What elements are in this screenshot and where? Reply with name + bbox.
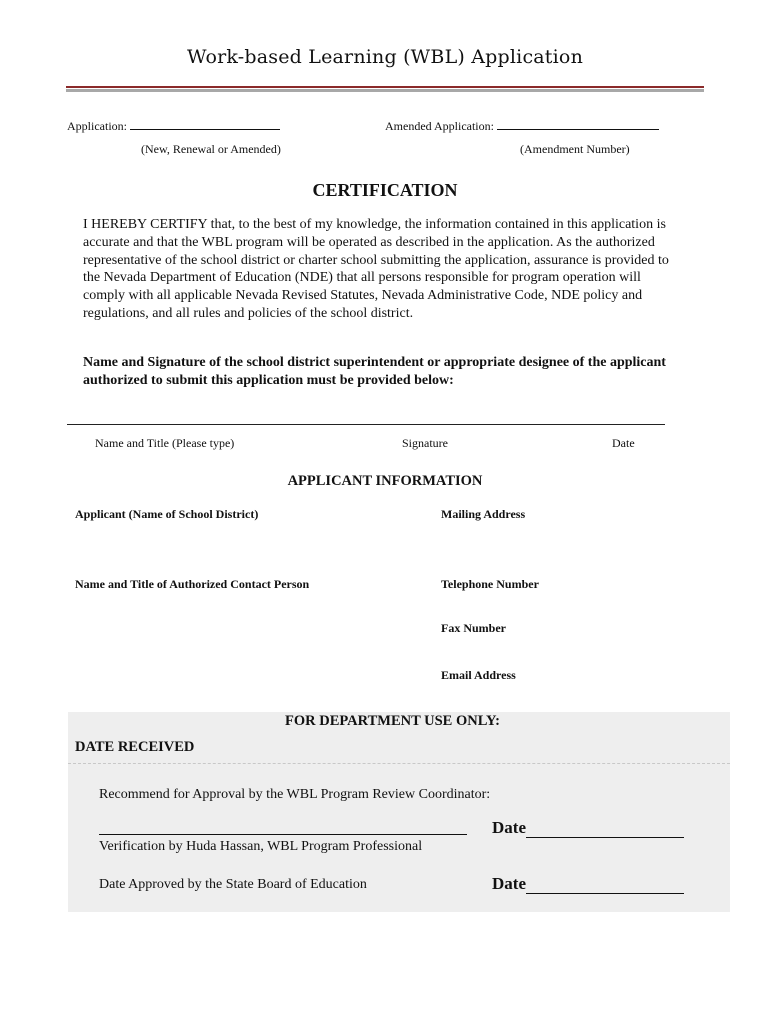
department-use-heading: FOR DEPARTMENT USE ONLY: xyxy=(285,713,501,729)
approved-date-label: Date xyxy=(492,874,526,893)
amended-application-note: (Amendment Number) xyxy=(520,142,630,156)
approved-date-field[interactable] xyxy=(526,877,684,894)
application-row xyxy=(67,119,280,134)
page-title: Work-based Learning (WBL) Application xyxy=(187,46,583,68)
header-rule-red xyxy=(66,86,704,88)
application-type-field[interactable] xyxy=(130,129,280,130)
verification-text: Verification by Huda Hassan, WBL Program Professional xyxy=(99,839,423,854)
recommend-date-row xyxy=(492,818,684,838)
amended-application-row xyxy=(385,119,659,134)
telephone-label: Telephone Number xyxy=(441,577,539,591)
name-title-label: Name and Title (Please type) xyxy=(95,436,235,450)
approved-date-row xyxy=(492,874,684,894)
recommend-approval-text: Recommend for Approval by the WBL Program Review Coordinator: xyxy=(99,787,491,802)
contact-person-label: Name and Title of Authorized Contact Person xyxy=(75,577,310,591)
certification-body: I HEREBY CERTIFY that, to the best of my knowledge, the information contained in this application is accurate and that the WBL program will be operated as described in the application. As the authorized representative of the school district or charter school submitting the application, assurance is provided to the Nevada Department of Education (NDE) that all persons responsible for program operation will comply with all applicable Nevada Revised Statutes, Nevada Administrative Code, NDE policy and regulations, and all rules and policies of the school district. xyxy=(83,217,669,321)
fax-label: Fax Number xyxy=(441,621,506,635)
application-note: (New, Renewal or Amended) xyxy=(141,142,281,156)
certification-heading: CERTIFICATION xyxy=(312,180,458,200)
application-label: Application: xyxy=(67,119,130,133)
applicant-name-label: Applicant (Name of School District) xyxy=(75,507,259,521)
recommend-date-label: Date xyxy=(492,818,526,837)
email-label: Email Address xyxy=(441,668,516,682)
header-rule-gray xyxy=(66,89,704,92)
date-label: Date xyxy=(612,436,635,450)
amended-application-label: Amended Application: xyxy=(385,119,497,133)
coordinator-signature-line[interactable] xyxy=(99,820,467,835)
amendment-number-field[interactable] xyxy=(497,129,659,130)
department-separator xyxy=(68,763,730,764)
date-received-label: DATE RECEIVED xyxy=(75,739,195,755)
signature-line[interactable] xyxy=(67,424,665,425)
certification-instruction: Name and Signature of the school district superintendent or appropriate designee of the applicant authorized to submit this application must be provided below: xyxy=(83,355,666,388)
recommend-date-field[interactable] xyxy=(526,821,684,838)
applicant-info-heading: APPLICANT INFORMATION xyxy=(287,473,483,489)
date-approved-text: Date Approved by the State Board of Education xyxy=(99,877,367,892)
mailing-address-label: Mailing Address xyxy=(441,507,526,521)
signature-label: Signature xyxy=(402,436,448,450)
